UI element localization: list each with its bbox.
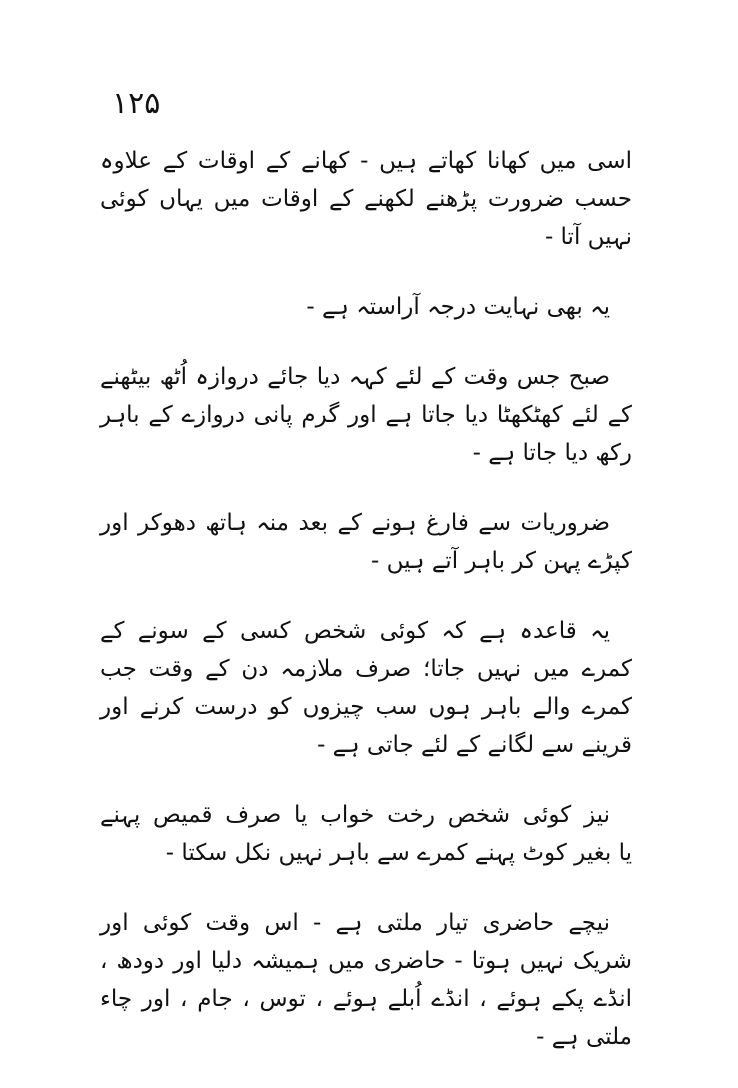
text-line: یہ قاعدہ ہے کہ کوئی شخص کسی کے سونے کے — [100, 618, 610, 644]
text-line: انڈے پکے ہوئے ، انڈے اُبلے ہوئے ، توس ، جام ، اور چاء — [100, 986, 632, 1012]
text-line: کپڑے پہن کر باہر آتے ہیں - — [370, 548, 632, 574]
paragraph-6 — [100, 796, 632, 872]
document-body — [100, 142, 632, 1088]
text-line: کمرے والے باہر ہوں سب چیزوں کو درست کرنے اور — [100, 694, 632, 720]
text-line: کے لئے کھٹکھٹا دیا جاتا ہے اور گرم پانی دروازے کے باہر — [100, 402, 632, 428]
text-line: یہ بھی نہایت درجہ آراستہ ہے - — [306, 294, 610, 320]
paragraph-3 — [100, 358, 632, 472]
paragraph-5 — [100, 612, 632, 764]
text-line: اسی میں کھانا کھاتے ہیں - کھانے کے اوقات کے علاوہ — [100, 148, 632, 174]
paragraph-7 — [100, 904, 632, 1056]
text-line: شریک نہیں ہوتا - حاضری میں ہمیشہ دلیا اور دودھ ، — [100, 948, 632, 974]
text-line: حسب ضرورت پڑھنے لکھنے کے اوقات میں یہاں کوئی — [100, 186, 632, 212]
text-line: کمرے میں نہیں جاتا؛ صرف ملازمہ دن کے وقت جب — [100, 656, 632, 682]
text-line: نہیں آتا - — [544, 224, 632, 250]
page-number: ۱۲۵ — [112, 86, 161, 121]
text-line: رکھ دیا جاتا ہے - — [472, 440, 632, 466]
text-line: صبح جس وقت کے لئے کہہ دیا جائے دروازہ اُٹھ بیٹھنے — [100, 364, 610, 390]
paragraph-4 — [100, 504, 632, 580]
paragraph-1 — [100, 142, 632, 256]
text-line: یا بغیر کوٹ پہنے کمرے سے باہر نہیں نکل سکتا - — [165, 840, 632, 866]
paragraph-2 — [100, 288, 632, 326]
text-line: نیچے حاضری تیار ملتی ہے - اس وقت کوئی اور — [100, 910, 610, 936]
text-line: ملتی ہے - — [536, 1024, 632, 1050]
text-line: قرینے سے لگانے کے لئے جاتی ہے - — [317, 732, 632, 758]
text-line: ضروریات سے فارغ ہونے کے بعد منہ ہاتھ دھوکر اور — [100, 510, 610, 536]
text-line: نیز کوئی شخص رخت خواب یا صرف قمیص پہنے — [100, 802, 610, 828]
